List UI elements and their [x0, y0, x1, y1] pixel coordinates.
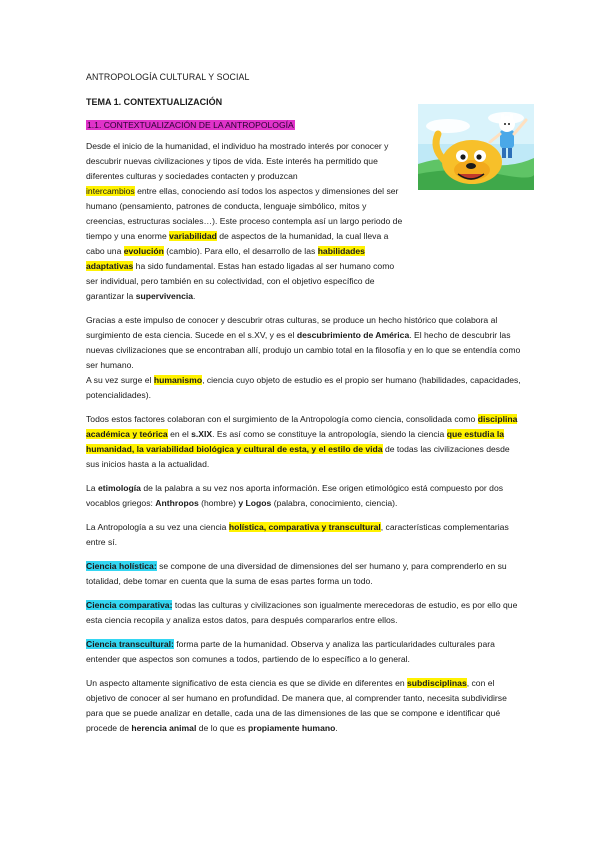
- text: . Es así como se constituye la antropología, siendo la ciencia: [212, 429, 447, 439]
- topic-heading: TEMA 1. CONTEXTUALIZACIÓN: [86, 97, 223, 107]
- paragraph-5: [86, 520, 522, 550]
- paragraph-4: [86, 481, 522, 511]
- bold-text: y: [238, 498, 244, 508]
- paragraph-2: [86, 313, 522, 403]
- text: . El hecho de descubrir las nuevas civilizaciones que se encontraban allí, produjo un cambio total en la filosofía y en lo que se entendía como ser humano.: [86, 330, 521, 370]
- text: todas las culturas y civilizaciones son igualmente merecedoras de estudio, es por ello que esta ciencia recopila y analiza estos datos, para después compararlos entre ellos.: [86, 600, 518, 625]
- document-title: ANTROPOLOGÍA CULTURAL Y SOCIAL: [86, 72, 250, 82]
- text: , con el objetivo de conocer al ser humano en profundidad. De manera que, al comprender tanto, necesita subdividirse para que se puede analizar en detalle, cada una de las dimensiones de las que se compone e identificar qué procede de: [86, 678, 507, 733]
- text: forma parte de la humanidad. Observa y analiza las particularidades culturales para entender que aspectos son comunes a todos, partiendo de lo específico a lo general.: [86, 639, 495, 664]
- highlight-text: disciplina académica y teórica: [86, 414, 518, 439]
- text: de aspectos de la humanidad, la cual lleva a cabo una: [86, 231, 389, 256]
- text: de lo que es: [196, 723, 248, 733]
- text: La Antropología a su vez una ciencia: [86, 522, 229, 532]
- highlight-text: evolución: [123, 246, 164, 256]
- text: en el: [167, 429, 192, 439]
- bold-text: descubrimiento de América: [296, 330, 410, 340]
- text: La: [86, 483, 98, 493]
- highlight-text: holística, comparativa y transcultural: [228, 522, 381, 532]
- text: Gracias a este impulso de conocer y descubrir otras culturas, se produce un hecho histórico que colabora al surgimiento de esta ciencia. Sucede en el s.XV, y es el: [86, 315, 498, 340]
- bold-text: herencia animal: [131, 723, 197, 733]
- text: , características complementarias entre sí.: [86, 522, 509, 547]
- section-heading: [86, 118, 522, 133]
- text: .: [193, 291, 196, 301]
- text: de la palabra a su vez nos aporta información. Ese origen etimológico está compuesto por dos vocablos griegos:: [86, 483, 504, 508]
- text: Un aspecto altamente significativo de esta ciencia es que se divide en diferentes en: [86, 678, 408, 688]
- paragraph-1: [86, 139, 406, 304]
- highlight-text: variabilidad: [169, 231, 217, 241]
- bold-text: etimología: [97, 483, 141, 493]
- paragraph-3: [86, 412, 522, 472]
- paragraph-transcultural: [86, 637, 522, 667]
- highlight-text: humanismo: [153, 375, 203, 385]
- document-content: [86, 66, 522, 745]
- text: ha sido fundamental. Estas han estado ligadas al ser humano como ser individual, pero también en su colectividad, con el objetivo específico de garantizar la: [86, 261, 395, 301]
- text: (cambio). Para ello, el desarrollo de las: [163, 246, 318, 256]
- paragraph-9: [86, 676, 522, 736]
- paragraph-holistica: [86, 559, 522, 589]
- text: Todos estos factores colaboran con el surgimiento de la Antropología como ciencia, consolidada como: [86, 414, 478, 424]
- section-heading-text: 1.1. CONTEXTUALIZACIÓN DE LA ANTROPOLOGÍA: [87, 120, 294, 130]
- text: .: [335, 723, 338, 733]
- text: A su vez surge el: [86, 375, 154, 385]
- text: (hombre): [198, 498, 239, 508]
- highlight-text: subdisciplinas: [407, 678, 467, 688]
- highlight-text: habilidades adaptativas: [86, 246, 365, 271]
- text: Desde el inicio de la humanidad, el individuo ha mostrado interés por conocer y descubrir nuevas civilizaciones y tipos de vida. Este interés ha permitido que diferentes culturas y sociedades contacten y produzcan: [86, 141, 389, 181]
- highlight-text: intercambios: [86, 186, 135, 196]
- term-highlight: Ciencia transcultural:: [86, 639, 174, 649]
- highlight-text: que estudia la humanidad, la variabilidad biológica y cultural de esta, y el estilo de vida: [86, 429, 505, 454]
- paragraph-comparativa: [86, 598, 522, 628]
- bold-text: s.XIX: [191, 429, 213, 439]
- bold-text: supervivencia: [135, 291, 194, 301]
- bold-text: propiamente humano: [247, 723, 336, 733]
- text: , ciencia cuyo objeto de estudio es el propio ser humano (habilidades, capacidades, potencialidades).: [86, 375, 521, 400]
- text: se compone de una diversidad de dimensiones del ser humano y, para comprenderlo en su totalidad, debe tomar en cuenta que la suma de esas partes forma un todo.: [86, 561, 507, 586]
- text: entre ellas, conociendo así todos los aspectos y dimensiones del ser humano (pensamiento, patrones de conducta, lenguaje simbólico, mitos y creencias, estructuras sociales…). Este proceso contempla así un largo periodo de tiempo y una enorme: [86, 186, 403, 241]
- bold-text: Logos: [245, 498, 272, 508]
- term-highlight: Ciencia holística:: [86, 561, 157, 571]
- term-highlight: Ciencia comparativa:: [86, 600, 173, 610]
- bold-text: Anthropos: [155, 498, 199, 508]
- text: de todas las civilizaciones desde sus inicios hasta a la actualidad.: [86, 444, 510, 469]
- text: (palabra, conocimiento, ciencia).: [271, 498, 398, 508]
